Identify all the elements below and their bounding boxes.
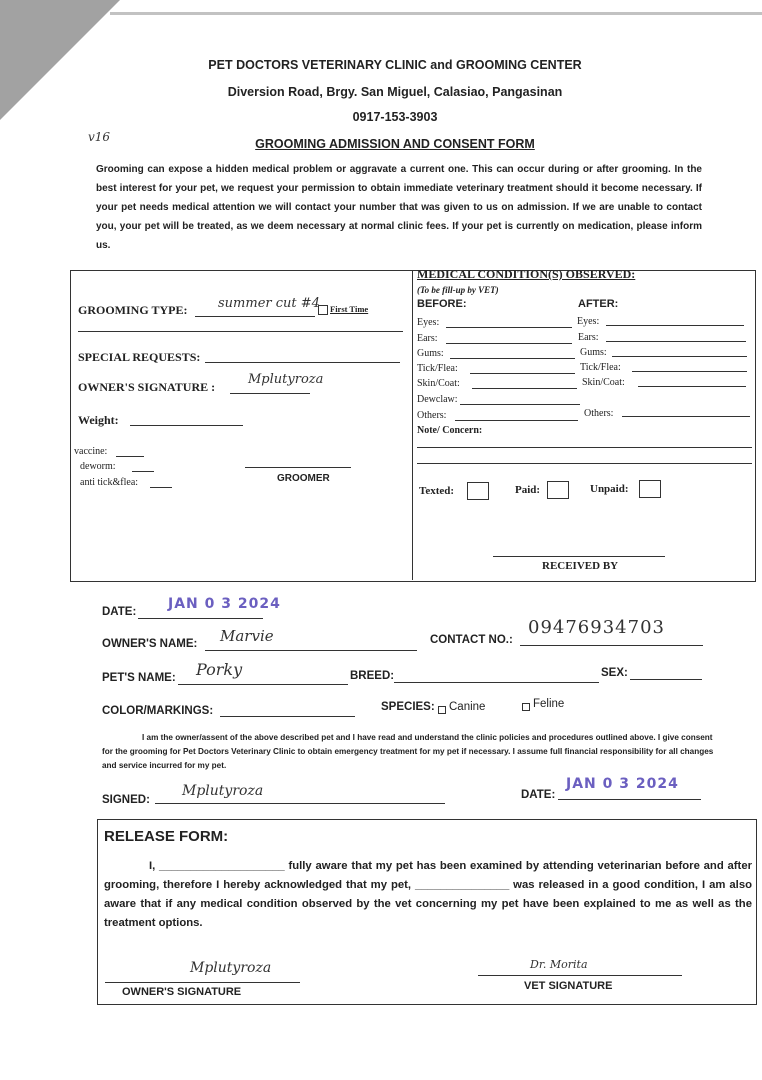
contact-value: 09476934703	[528, 617, 665, 638]
breed-label: BREED:	[350, 670, 395, 682]
received-by-line	[493, 556, 665, 557]
owner-signature-release-value: Mplutyroza	[190, 960, 272, 976]
before-row-line	[470, 373, 575, 374]
before-row-label: Others:	[417, 410, 447, 421]
medical-title: MEDICAL CONDITION(S) OBSERVED:	[417, 267, 636, 281]
after-row-line	[612, 356, 747, 357]
date2-label: DATE:	[521, 789, 556, 801]
before-row-label: Gums:	[417, 348, 444, 359]
paid-label: Paid:	[515, 484, 541, 496]
date-label: DATE:	[102, 606, 137, 618]
breed-line	[394, 682, 599, 683]
date2-line	[558, 799, 701, 800]
deworm-line	[132, 471, 154, 472]
clinic-phone: 0917-153-3903	[352, 110, 438, 124]
signed-line	[155, 803, 445, 804]
before-row-label: Ears:	[417, 333, 438, 344]
texted-checkbox[interactable]	[467, 482, 489, 500]
vet-signature-line	[478, 975, 682, 976]
margin-note: v16	[88, 130, 111, 144]
unpaid-label: Unpaid:	[590, 483, 629, 495]
color-line	[220, 716, 355, 717]
clinic-address: Diversion Road, Brgy. San Miguel, Calasiao, Pangasinan	[227, 85, 563, 99]
release-title: RELEASE FORM:	[104, 828, 229, 845]
deworm-label: deworm:	[80, 461, 116, 472]
before-label: BEFORE:	[417, 298, 467, 310]
texted-label: Texted:	[419, 485, 455, 497]
after-row-line	[606, 341, 746, 342]
unpaid-checkbox[interactable]	[639, 480, 661, 498]
after-row-label: Skin/Coat:	[582, 377, 625, 388]
date-stamp: JAN 0 3 2024	[168, 596, 281, 612]
sex-line	[630, 679, 702, 680]
first-time-checkbox[interactable]	[318, 305, 328, 315]
canine-checkbox[interactable]	[438, 706, 446, 714]
anti-tick-line	[150, 487, 172, 488]
consent-paragraph: I am the owner/assent of the above described pet and I have read and understand the clinic policies and procedures outlined above. I give consent for the grooming for Pet Doctors Veterinary Clinic to obtain emergency treatment for my pet if necessary. I assume full financial responsibility for all changes and service incurred for my pet.	[102, 733, 714, 770]
contact-label: CONTACT NO.:	[430, 634, 513, 646]
after-row-line	[632, 371, 747, 372]
color-label: COLOR/MARKINGS:	[102, 705, 214, 717]
weight-label: Weight:	[78, 413, 119, 427]
date-line	[138, 618, 263, 619]
feline-checkbox[interactable]	[522, 703, 530, 711]
medical-subtitle: (To be fill-up by VET)	[417, 285, 499, 295]
after-row-line	[638, 386, 746, 387]
special-requests-label: SPECIAL REQUESTS:	[78, 350, 201, 364]
groomer-line	[245, 467, 351, 468]
canine-option: Canine	[449, 701, 486, 713]
received-by-label: RECEIVED BY	[542, 560, 619, 572]
vaccine-label: vaccine:	[74, 446, 108, 457]
release-paragraph: I, ____________________ fully aware that my pet has been examined by attending veterinarian before and after grooming, therefore I hereby acknowledged that my pet, _______________ was released in a good condition, I am also aware that if any medical condition observed by the vet concerning my pet have been explained to me as well as the treatment options.	[104, 860, 752, 929]
form-title: GROOMING ADMISSION AND CONSENT FORM	[255, 137, 535, 151]
owner-signature-release-label: OWNER'S SIGNATURE	[122, 986, 242, 998]
date2-stamp: JAN 0 3 2024	[566, 776, 679, 792]
after-label: AFTER:	[578, 298, 619, 310]
contact-line	[520, 645, 703, 646]
weight-line	[130, 425, 243, 426]
grooming-extra-line	[78, 331, 403, 332]
note-label: Note/ Concern:	[417, 425, 483, 436]
special-requests-line	[205, 362, 400, 363]
vet-signature-label: VET SIGNATURE	[524, 980, 613, 992]
before-row-line	[472, 388, 577, 389]
before-row-line	[460, 404, 580, 405]
pet-name-label: PET'S NAME:	[102, 672, 176, 684]
before-row-line	[450, 358, 575, 359]
signed-label: SIGNED:	[102, 794, 150, 806]
before-row-line	[446, 327, 572, 328]
vaccine-line	[116, 456, 144, 457]
sex-label: SEX:	[601, 667, 628, 679]
owner-signature-line-release	[105, 982, 300, 983]
grooming-type-label: GROOMING TYPE:	[78, 303, 188, 317]
owner-name-label: OWNER'S NAME:	[102, 638, 198, 650]
before-row-label: Dewclaw:	[417, 394, 458, 405]
owner-name-line	[205, 650, 417, 651]
note-line-2	[417, 463, 752, 464]
after-row-label: Gums:	[580, 347, 607, 358]
clinic-name: PET DOCTORS VETERINARY CLINIC and GROOMING CENTER	[208, 58, 582, 72]
column-divider	[412, 270, 413, 580]
signed-value: Mplutyroza	[182, 783, 264, 799]
before-row-label: Eyes:	[417, 317, 440, 328]
after-row-label: Tick/Flea:	[580, 362, 621, 373]
owner-signature-value: Mplutyroza	[248, 372, 324, 387]
before-row-label: Skin/Coat:	[417, 378, 460, 389]
after-row-line	[606, 325, 744, 326]
note-line-1	[417, 447, 752, 448]
pet-name-line	[178, 684, 348, 685]
groomer-label: GROOMER	[277, 473, 330, 484]
owner-name-value: Marvie	[220, 627, 274, 645]
intro-paragraph: Grooming can expose a hidden medical problem or aggravate a current one. This can occur during or after grooming. In the best interest for your pet, we request your permission to obtain immediate veterinary treatment should it become necessary. If your pet needs medical attention we will contact your number that was given to us on admission. If we are unable to contact you, your pet will be treated, as we deem necessary at normal clinic fees. If your pet is currently on medication, please inform us.	[96, 164, 702, 251]
grooming-type-line	[195, 316, 315, 317]
paper-edge	[110, 12, 762, 15]
anti-tick-label: anti tick&flea:	[80, 477, 139, 488]
after-row-label: Ears:	[578, 332, 599, 343]
after-row-label: Eyes:	[577, 316, 600, 327]
first-time-label: First Time	[330, 304, 369, 314]
after-row-label: Others:	[584, 408, 614, 419]
after-row-line	[622, 416, 750, 417]
before-row-label: Tick/Flea:	[417, 363, 458, 374]
before-row-line	[455, 420, 578, 421]
paid-checkbox[interactable]	[547, 481, 569, 499]
pet-name-value: Porky	[196, 660, 243, 679]
owner-signature-line	[230, 393, 310, 394]
owner-signature-label: OWNER'S SIGNATURE :	[78, 380, 216, 394]
vet-signature-value: Dr. Morita	[530, 958, 588, 971]
feline-option: Feline	[533, 698, 565, 710]
species-label: SPECIES:	[381, 701, 435, 713]
grooming-type-value: summer cut #4	[218, 296, 320, 311]
before-row-line	[446, 343, 572, 344]
